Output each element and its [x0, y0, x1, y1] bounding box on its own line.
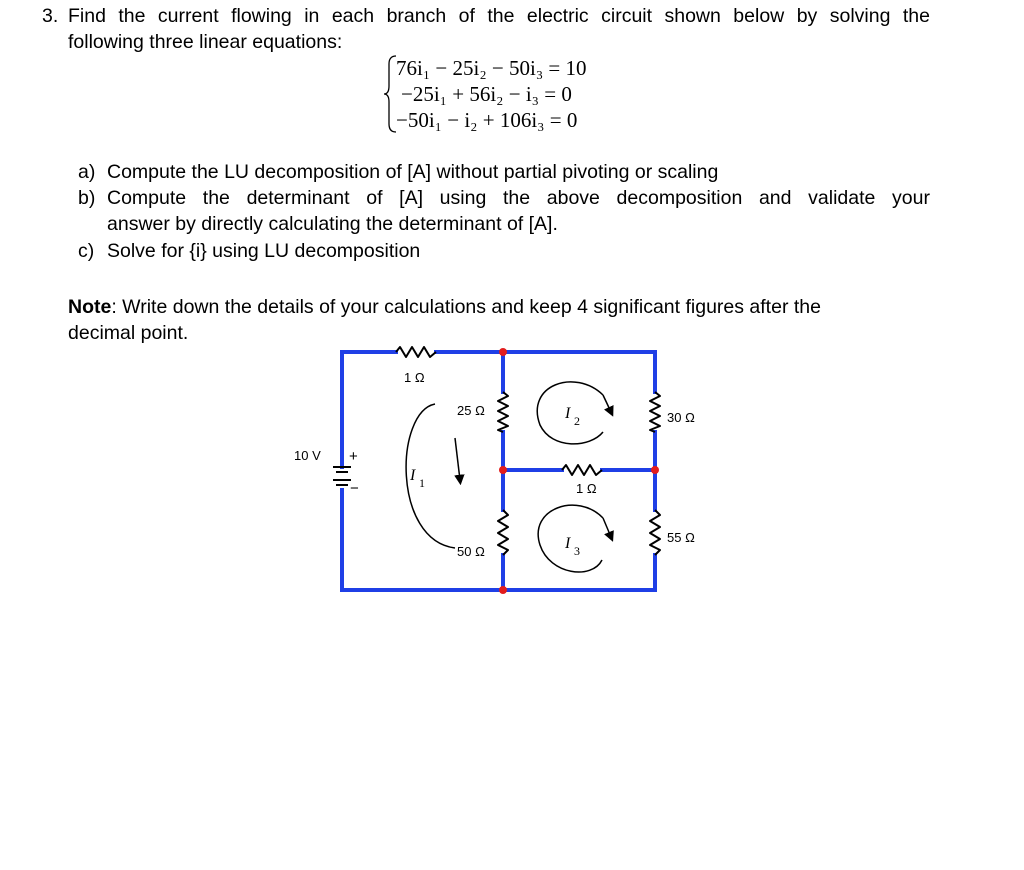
label-resistor-25: 25 Ω: [457, 403, 485, 418]
label-current-i3-sub: 3: [574, 544, 580, 558]
node-bottom-middle: [499, 586, 507, 594]
resistor-30ohm: [650, 392, 660, 432]
loop-arrow-i2-head: [603, 395, 611, 412]
loop-arrow-i1-head: [455, 438, 460, 480]
part-a-text: Compute the LU decomposition of [A] without partial pivoting or scaling: [107, 161, 719, 183]
label-resistor-30: 30 Ω: [667, 410, 695, 425]
label-source-minus: −: [350, 480, 359, 497]
part-b-text-cont: answer by directly calculating the determinant of [A].: [107, 213, 558, 235]
part-c-text: Solve for {i} using LU decomposition: [107, 240, 421, 262]
note-label: Note: [68, 296, 112, 318]
part-c-label: c): [78, 240, 95, 262]
problem-intro-line1: Find the current flowing in each branch of the electric circuit shown below by solving the: [68, 5, 930, 27]
problem-intro-line2: following three linear equations:: [68, 31, 343, 53]
label-resistor-50: 50 Ω: [457, 544, 485, 559]
resistor-center-1ohm: [562, 465, 602, 475]
label-current-i3: I: [565, 535, 571, 552]
node-center-right: [651, 466, 659, 474]
label-resistor-center: 1 Ω: [576, 481, 597, 496]
label-resistor-55: 55 Ω: [667, 530, 695, 545]
loop-arrow-i3: [538, 505, 603, 572]
equation-3: −50i₁ − i₂ + 106i₃ = 0: [396, 108, 578, 132]
label-current-i1: I: [410, 467, 416, 484]
resistor-55ohm: [650, 510, 660, 555]
part-a-label: a): [78, 161, 96, 183]
label-source-plus: +: [349, 448, 358, 465]
resistor-top-1ohm: [396, 347, 436, 357]
problem-number: 3.: [42, 5, 59, 27]
loop-arrow-i3-head: [603, 518, 611, 537]
resistor-25ohm: [498, 392, 508, 432]
circuit-wires: [342, 352, 655, 590]
part-b-text: Compute the determinant of [A] using the above decomposition and validate your: [107, 187, 930, 209]
equation-1: 76i₁ − 25i₂ − 50i₃ = 10: [396, 56, 587, 80]
note-text: : Write down the details of your calculations and keep 4 significant figures after the: [111, 296, 821, 318]
node-top-middle: [499, 348, 507, 356]
label-resistor-top: 1 Ω: [404, 370, 425, 385]
resistor-50ohm: [498, 510, 508, 555]
label-current-i2-sub: 2: [574, 414, 580, 428]
equation-2: −25i₁ + 56i₂ − i₃ = 0: [401, 82, 572, 106]
part-b-label: b): [78, 187, 96, 209]
note-line2: decimal point.: [68, 322, 189, 344]
label-current-i1-sub: 1: [419, 476, 425, 490]
node-center-left: [499, 466, 507, 474]
label-source-value: 10 V: [294, 448, 321, 463]
battery-source: [333, 467, 351, 490]
label-current-i2: I: [565, 405, 571, 422]
